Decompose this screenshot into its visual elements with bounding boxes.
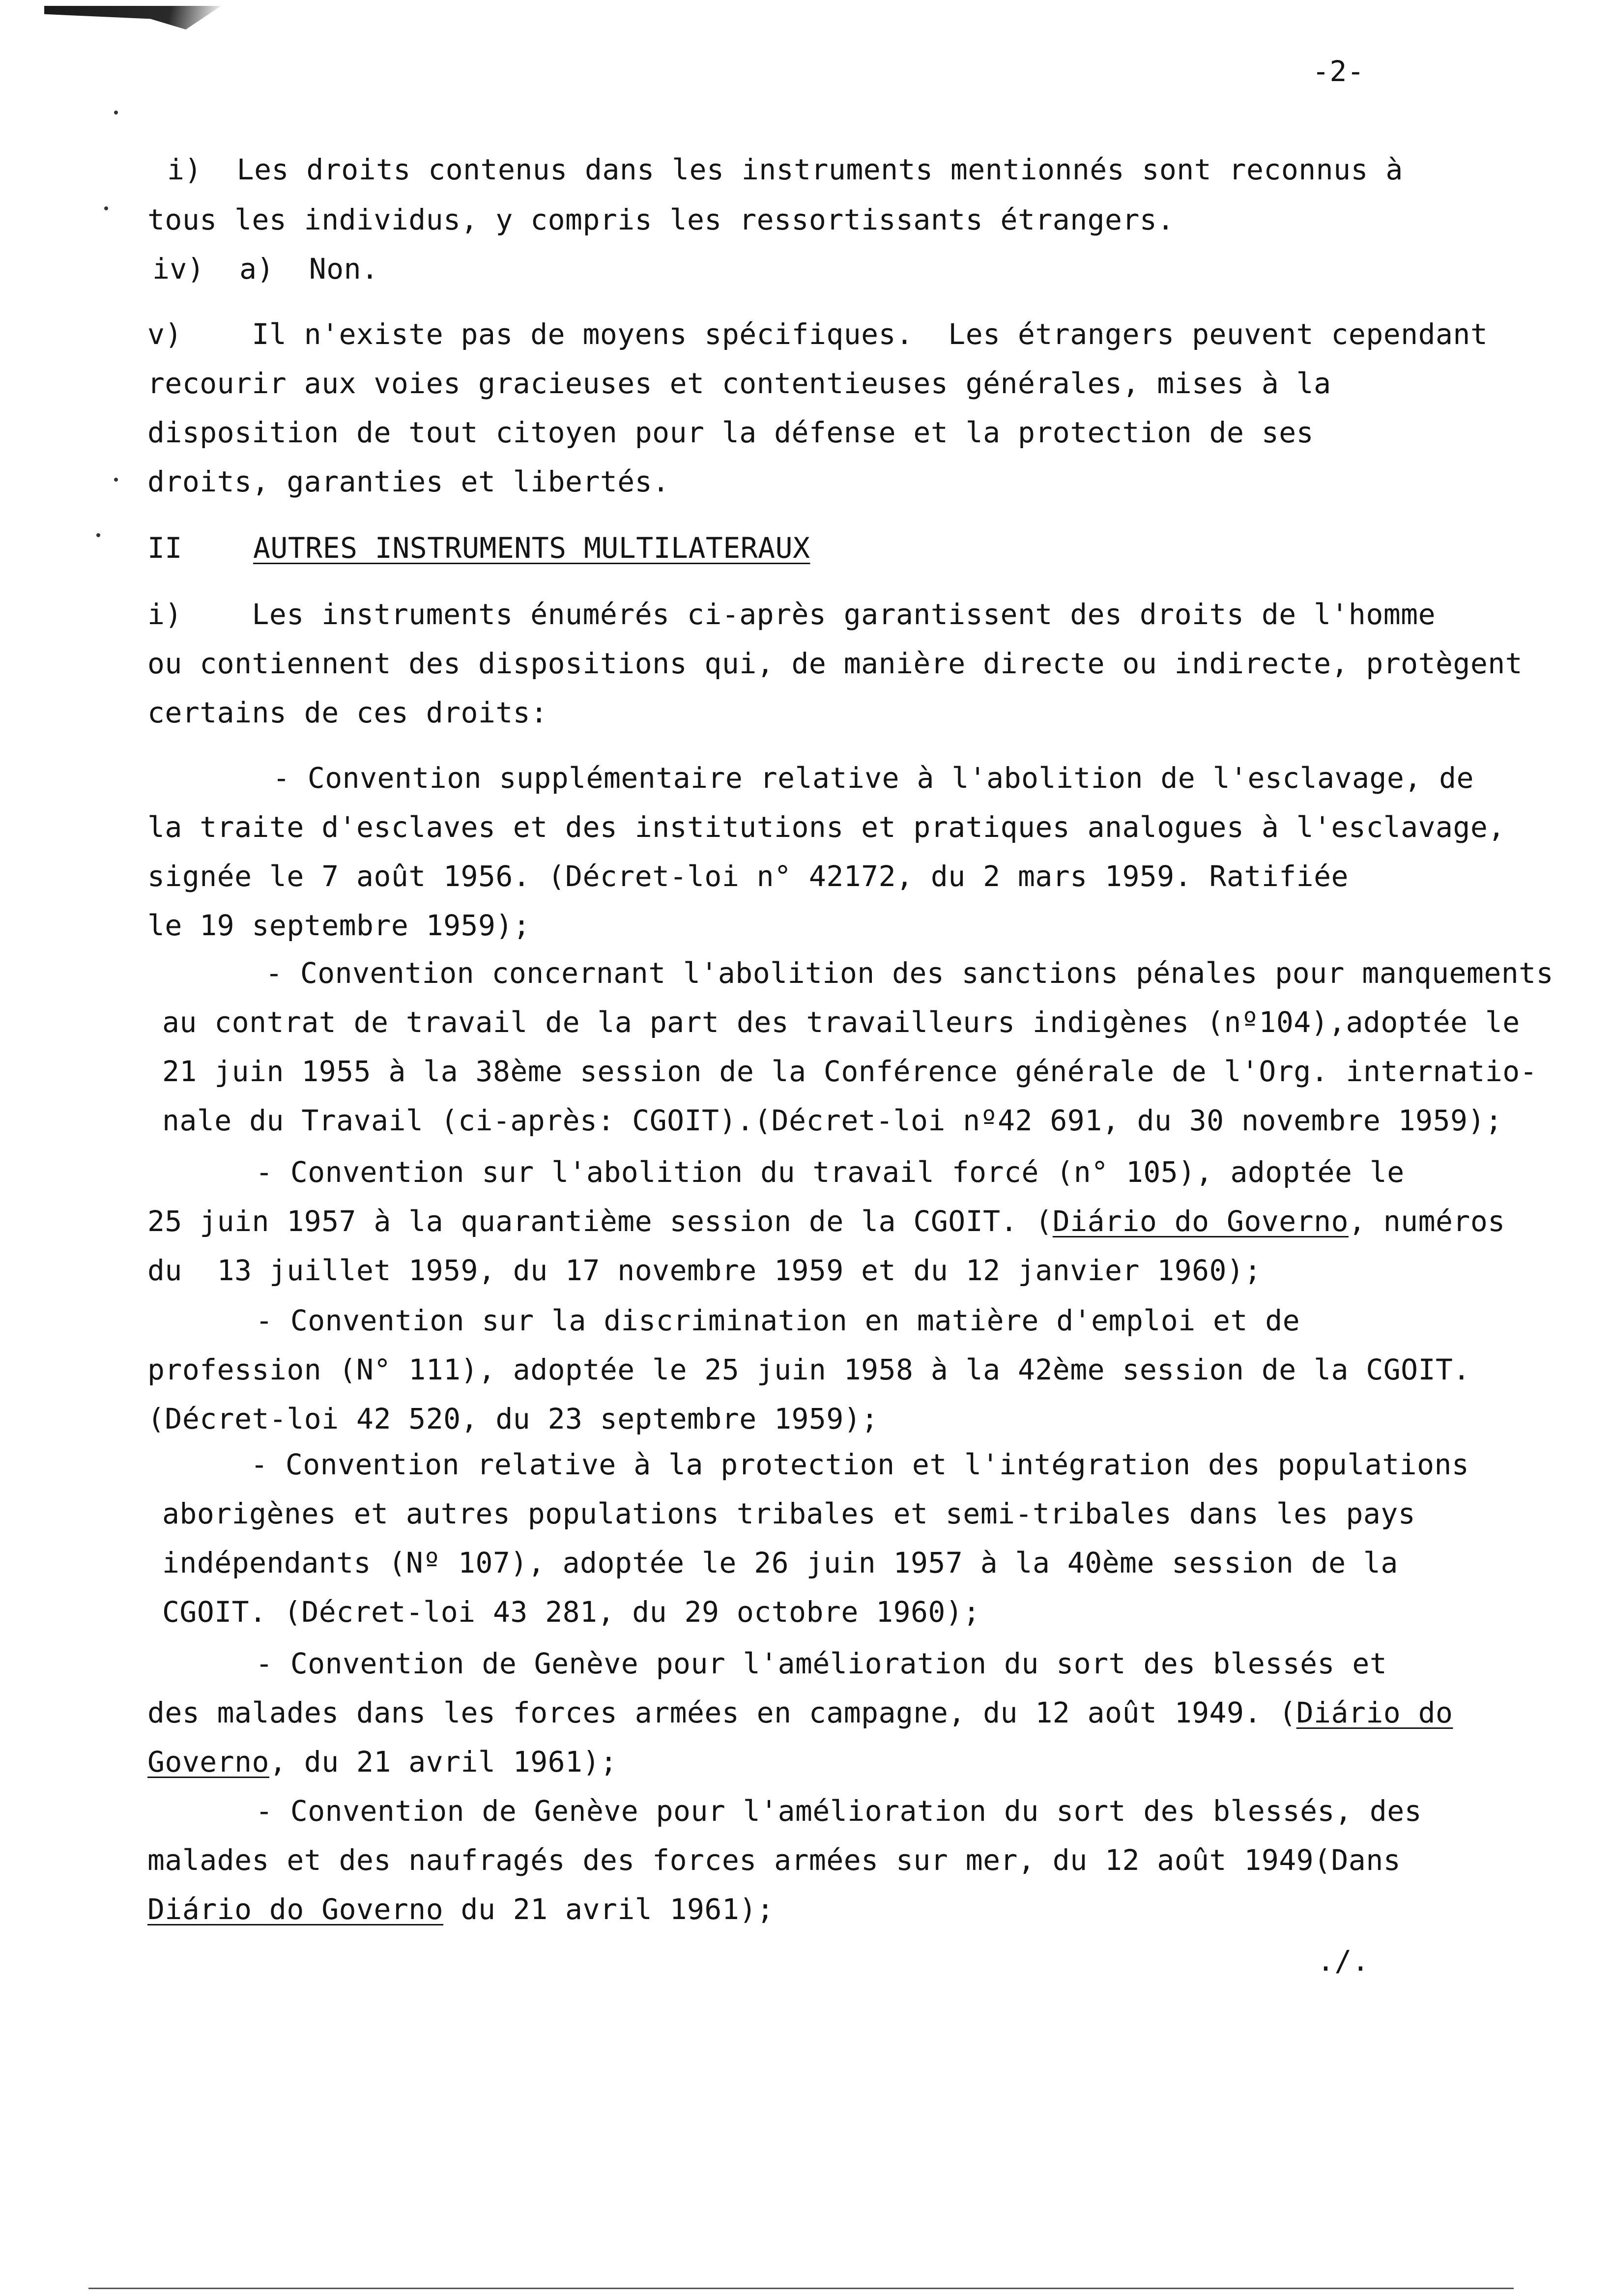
text-line: droits, garanties et libertés.: [147, 465, 670, 498]
text-line: CGOIT. (Décret-loi 43 281, du 29 octobre 1960);: [162, 1595, 980, 1629]
list-item-line: - Convention sur la discrimination en matière d'emploi et de: [256, 1304, 1300, 1337]
text-line: disposition de tout citoyen pour la défense et la protection de ses: [147, 416, 1314, 449]
page-number: -2-: [1312, 55, 1365, 88]
text-line: iv) a) Non.: [152, 252, 379, 286]
list-item-line: - Convention de Genève pour l'amélioration du sort des blessés, des: [256, 1794, 1422, 1828]
list-item-line: - Convention sur l'abolition du travail forcé (n° 105), adoptée le: [256, 1155, 1405, 1189]
text-line: [147, 1892, 774, 1926]
publication-title: Diário do Governo: [1052, 1205, 1349, 1238]
text-line: au contrat de travail de la part des travailleurs indigènes (nº104),adoptée le: [162, 1005, 1520, 1039]
section-title: AUTRES INSTRUMENTS MULTILATERAUX: [253, 531, 810, 565]
text-line: ou contiennent des dispositions qui, de manière directe ou indirecte, protègent: [147, 647, 1523, 680]
text-line: [147, 1695, 1453, 1730]
text-segment: du 21 avril 1961);: [443, 1893, 775, 1926]
scan-speck: [114, 478, 118, 482]
text-segment: des malades dans les forces armées en campagne, du 12 août 1949. (: [147, 1696, 1296, 1729]
list-item-line: - Convention supplémentaire relative à l'abolition de l'esclavage, de: [273, 761, 1474, 795]
list-item-line: - Convention concernant l'abolition des sanctions pénales pour manquements: [265, 956, 1554, 990]
text-line: certains de ces droits:: [147, 696, 548, 729]
text-line: 21 juin 1955 à la 38ème session de la Conférence générale de l'Org. internatio-: [162, 1055, 1538, 1088]
text-line: recourir aux voies gracieuses et contentieuses générales, mises à la: [147, 367, 1331, 400]
text-line: le 19 septembre 1959);: [147, 909, 531, 942]
text-line: v) Il n'existe pas de moyens spécifiques. Les étrangers peuvent cependant: [147, 317, 1488, 351]
text-line: i) Les droits contenus dans les instruments mentionnés sont reconnus à: [167, 153, 1403, 186]
list-item-line: - Convention relative à la protection et l'intégration des populations: [251, 1448, 1469, 1481]
text-line: malades et des naufragés des forces armées sur mer, du 12 août 1949(Dans: [147, 1843, 1401, 1877]
text-line: profession (N° 111), adoptée le 25 juin 1958 à la 42ème session de la CGOIT.: [147, 1353, 1470, 1386]
text-line: du 13 juillet 1959, du 17 novembre 1959 et du 12 janvier 1960);: [147, 1254, 1262, 1287]
continuation-mark: ./.: [1317, 1944, 1370, 1978]
text-line: tous les individus, y compris les ressortissants étrangers.: [147, 203, 1175, 236]
text-line: i) Les instruments énumérés ci-après garantissent des droits de l'homme: [147, 598, 1436, 631]
text-line: (Décret-loi 42 520, du 23 septembre 1959);: [147, 1402, 879, 1435]
list-item-line: - Convention de Genève pour l'amélioration du sort des blessés et: [256, 1647, 1387, 1680]
publication-title: Governo: [147, 1745, 269, 1779]
scan-speck: [96, 533, 100, 537]
text-line: signée le 7 août 1956. (Décret-loi n° 42172, du 2 mars 1959. Ratifiée: [147, 860, 1349, 893]
text-line: la traite d'esclaves et des institutions et pratiques analogues à l'esclavage,: [147, 810, 1505, 844]
scan-speck: [104, 206, 108, 210]
text-line: indépendants (Nº 107), adoptée le 26 juin 1957 à la 40ème session de la: [162, 1546, 1398, 1579]
text-segment: , numéros: [1348, 1205, 1505, 1238]
text-segment: , du 21 avril 1961);: [269, 1745, 618, 1779]
text-line: nale du Travail (ci-après: CGOIT).(Décret-loi nº42 691, du 30 novembre 1959);: [162, 1104, 1503, 1137]
publication-title: Diário do Governo: [147, 1893, 444, 1926]
scan-speck: [114, 111, 118, 115]
text-line: [147, 1745, 617, 1779]
publication-title: Diário do: [1296, 1696, 1453, 1729]
section-number: II: [147, 531, 182, 565]
text-line: aborigènes et autres populations tribales et semi-tribales dans les pays: [162, 1497, 1416, 1530]
scan-smudge-mark: [44, 6, 221, 29]
scan-edge-rule: [88, 2288, 1514, 2289]
text-segment: 25 juin 1957 à la quarantième session de la CGOIT. (: [147, 1205, 1053, 1238]
text-line: [147, 1204, 1505, 1238]
